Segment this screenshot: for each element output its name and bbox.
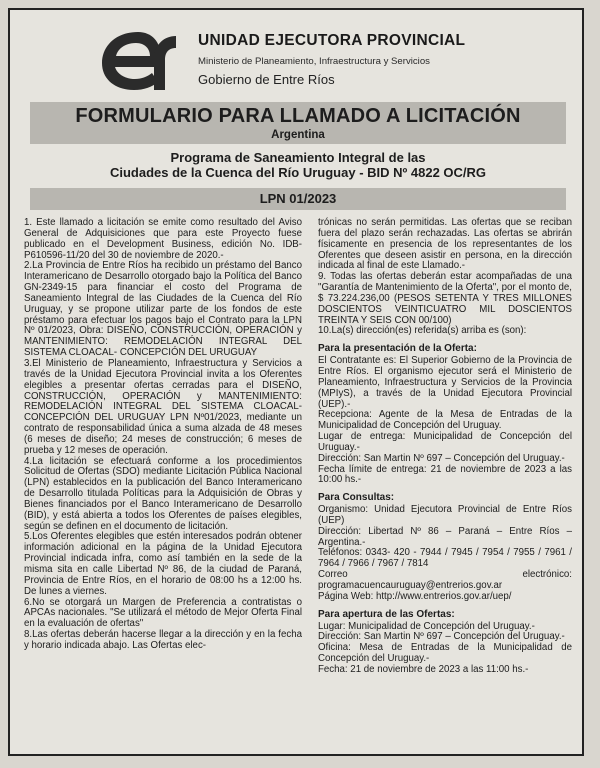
- fecha-limite-line: Fecha límite de entrega: 21 de noviembre de 2023 a las 10:00 hs.-: [318, 463, 572, 486]
- paragraph-6: 6.No se otorgará un Margen de Preferencia a contratistas o APCAs nacionales. "Se utilizará el método de Mejor Oferta Final en la evaluación de ofertas": [24, 596, 302, 630]
- paragraph-1: 1. Este llamado a licitación se emite como resultado del Aviso General de Adquisiciones que para este Proyecto fuese publicado en el Development Business, edición No. IDB-P610596-11/20 del 30 de noviembre de 2020.-: [24, 217, 302, 261]
- contratante-line: El Contratante es: El Superior Gobierno de la Provincia de Entre Ríos. El organismo ejecutor será el Ministerio de Planeamiento, Infraestructura y Servicios de la Provincia (MPIyS), a través de la Unidad Ejecutora Provincial (UEP).-: [318, 355, 572, 410]
- program-line-1: Programa de Saneamiento Integral de las: [170, 150, 426, 165]
- paragraph-10: 10.La(s) dirección(es) referida(s) arriba es (son):: [318, 325, 527, 337]
- paragraph-3: 3.El Ministerio de Planeamiento, Infraestructura y Servicios a través de la Unidad Ejecutora Provincial invita a los Oferentes elegibles a presentar ofertas cerradas para el DISEÑO, CONSTRUCCIÓN, OPERACIÓN y MANTENIMIENTO: REMODELACIÓN INTEGRAL DEL SISTEMA CLOACAL- CONCEPCIÓN DEL URUGUAY LPN Nº01/2023, mediante un contrato de responsabilidad única a suma alzada de 48 meses (6 meses de diseño; 24 meses de construcción; 6 meses de prueba y 12 meses de operación.: [24, 357, 302, 456]
- title-band: [30, 102, 566, 144]
- right-column: [318, 218, 572, 676]
- header: [10, 10, 584, 98]
- direccion-entrega-line: Dirección: San Martin Nº 697 – Concepción del Uruguay.-: [318, 452, 565, 464]
- country-label: Argentina: [271, 129, 325, 141]
- correo-line: Correo electrónico: programacuencauruguay@entrerios.gov.ar: [318, 569, 572, 591]
- paragraph-8: 8.Las ofertas deberán hacerse llegar a la dirección y en la fecha y horario indicada abajo. Las Ofertas elec-: [24, 629, 302, 651]
- government-name: Gobierno de Entre Ríos: [198, 72, 335, 87]
- fecha-apertura-line: Fecha: 21 de noviembre de 2023 a las 11:00 hs.-: [318, 663, 529, 675]
- section-heading-consultas: Para Consultas:: [318, 492, 395, 504]
- paragraph-8-continued: trónicas no serán permitidas. Las ofertas que se reciban fuera del plazo serán rechazadas. Las ofertas se abrirán físicamente en presencia de los representantes de los Oferentes que deseen asistir en persona, en la dirección indicada al final de este Llamado.-: [318, 217, 572, 272]
- paragraph-9: 9. Todas las ofertas deberán estar acompañadas de una "Garantía de Mantenimiento de la Oferta", por el monto de, $ 73.224.236,00 (PESOS SETENTA Y TRES MILLONES DOSCIENTOS VEINTICUATRO MIL DOSCIENTOS TREINTA Y SEIS CON 00/100): [318, 271, 572, 326]
- notice-title: FORMULARIO PARA LLAMADO A LICITACIÓN: [75, 105, 521, 127]
- paragraph-5: 5.Los Oferentes elegibles que estén interesados podrán obtener información adicional en la página de la Unidad Ejecutora Provincial indicada infra, como así también en la sede de la misma sita en calle Libertad Nº 86, de la ciudad de Paraná, Provincia de Entre Ríos, en el horario de 08:00 hs a 12:00 hs. De lunes a viernes.: [24, 531, 302, 597]
- telefonos-line: Teléfonos: 0343- 420 - 7944 / 7945 / 7954 / 7955 / 7961 / 7964 / 7966 / 7967 / 7814: [318, 547, 572, 570]
- direccion-consultas-line: Dirección: Libertad Nº 86 – Paraná – Entre Ríos – Argentina.-: [318, 525, 572, 548]
- paragraph-4: 4.La licitación se efectuará conforme a los procedimientos Solicitud de Ofertas (SDO) mediante Licitación Pública Nacional (LPN) establecidos en la publicación del Banco Interamericano de Desarrollo titulada Políticas para la Adquisición de Obras y Bienes financiados por el Banco Interamericano de Desarrollo (BID), y está abierta a todos los Oferentes de países elegibles, según se definen en el documento de licitación.: [24, 455, 302, 532]
- oficina-line: Oficina: Mesa de Entradas de la Municipalidad de Concepción del Uruguay.-: [318, 642, 572, 665]
- notice-body: [24, 218, 572, 754]
- recepciona-line: Recepciona: Agente de la Mesa de Entradas de la Municipalidad de Concepción del Uruguay.: [318, 409, 572, 432]
- lugar-apertura-line: Lugar: Municipalidad de Concepción del Uruguay.-: [318, 620, 535, 632]
- section-heading-presentation: Para la presentación de la Oferta:: [318, 343, 477, 355]
- ministry-name: Ministerio de Planeamiento, Infraestructura y Servicios: [198, 56, 430, 67]
- paragraph-2: 2.La Provincia de Entre Ríos ha recibido un préstamo del Banco Interamericano de Desarrollo otorgado bajo la Política del Banco GN-2349-15 para financiar el costo del Programa de Saneamiento Integral de las Ciudades de la Cuenca del Río Uruguay, y se propone utilizar parte de los fondos de este préstamo para efectuar los pagos bajo el Contrato para la LPN Nº 01/2023, Obra: DISEÑO, CONSTRUCCIÓN, OPERACIÓN y MANTENIMIENTO: REMODELACIÓN INTEGRAL DEL SISTEMA CLOACAL- CONCEPCIÓN DEL URUGUAY: [24, 260, 302, 359]
- pagina-web-line: Página Web: http://www.entrerios.gov.ar/uep/: [318, 590, 512, 602]
- er-logo-icon: [98, 26, 178, 94]
- org-name: UNIDAD EJECUTORA PROVINCIAL: [198, 32, 466, 49]
- organismo-line: Organismo: Unidad Ejecutora Provincial de Entre Ríos (UEP): [318, 504, 572, 526]
- newspaper-notice: [8, 8, 584, 756]
- program-line-2: Ciudades de la Cuenca del Río Uruguay - BID Nº 4822 OC/RG: [109, 165, 487, 180]
- lugar-entrega-line: Lugar de entrega: Municipalidad de Concepción del Uruguay.-: [318, 431, 572, 453]
- left-column: [24, 218, 302, 652]
- lpn-number: LPN 01/2023: [30, 188, 566, 210]
- section-heading-apertura: Para apertura de las Ofertas:: [318, 608, 455, 620]
- program-name: [30, 150, 566, 180]
- direccion-apertura-line: Dirección: San Martin Nº 697 – Concepción del Uruguay.-: [318, 631, 565, 643]
